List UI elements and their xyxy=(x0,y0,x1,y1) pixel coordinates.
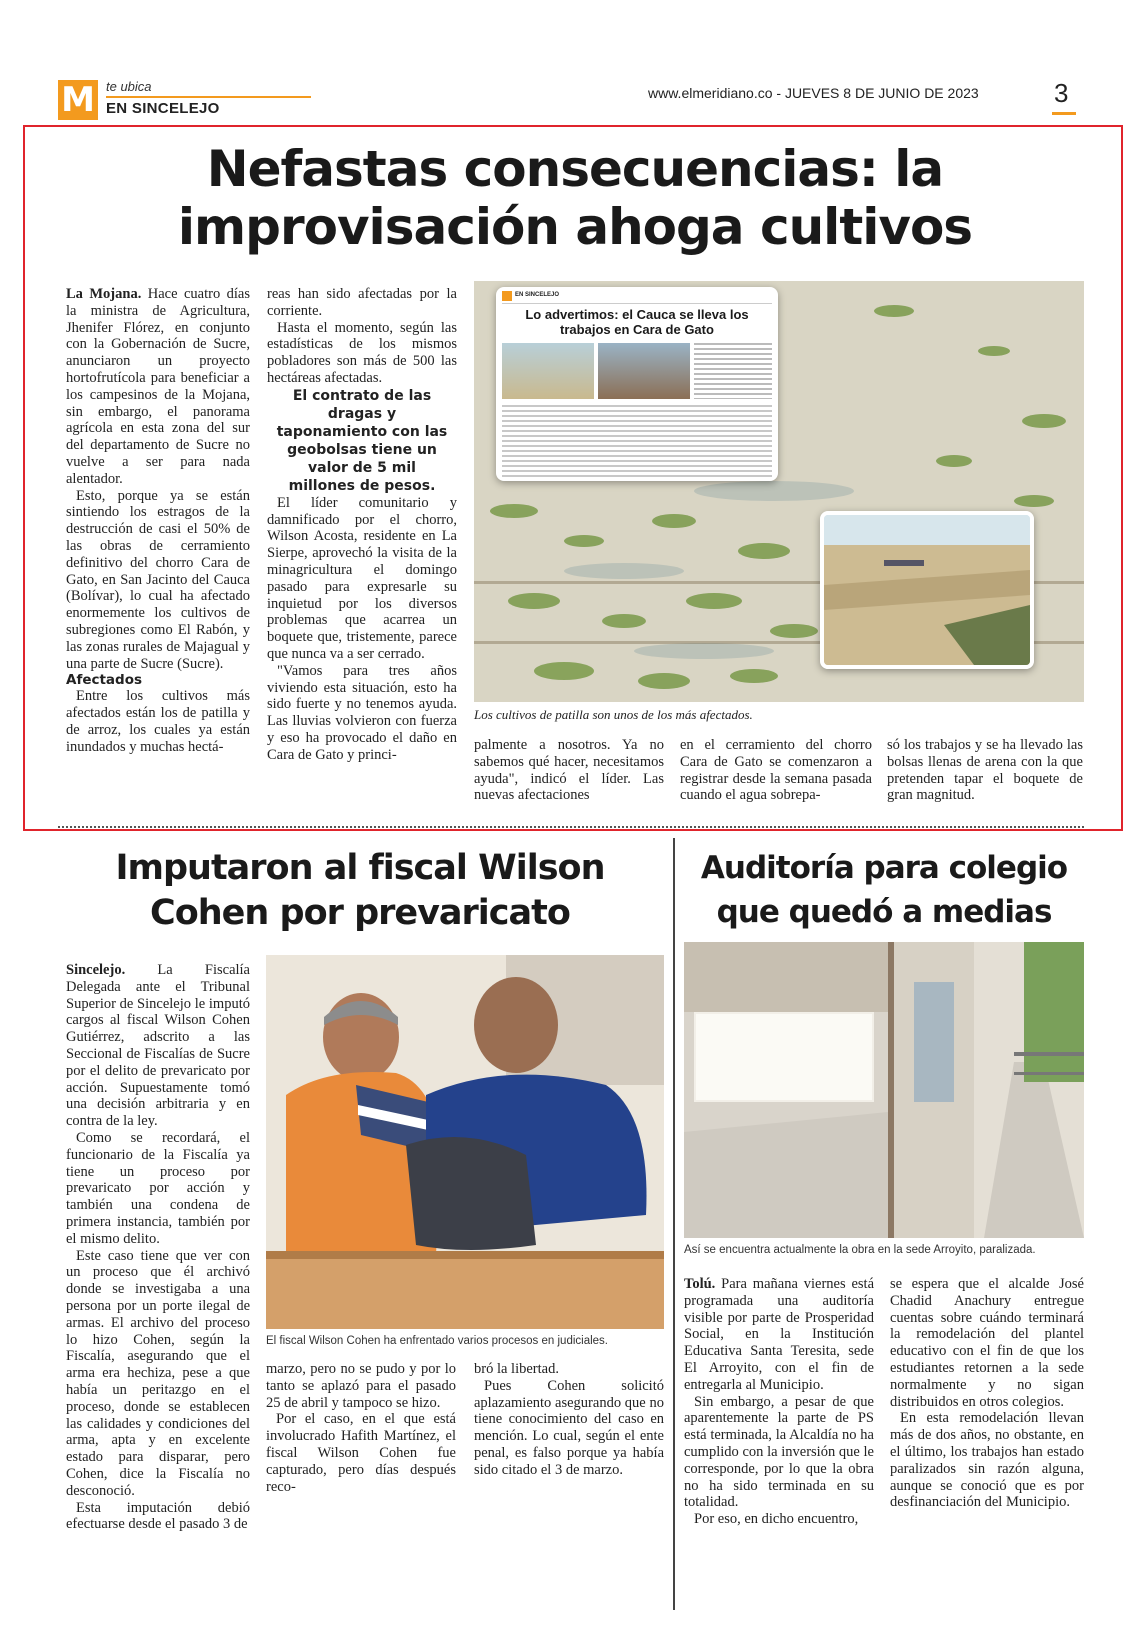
article1-paragraph: palmente a nosotros. Ya no sabemos qué hacer, necesitamos ayuda", indicó el líder. Las nuevas afectaciones xyxy=(474,737,664,804)
article3-column-2 xyxy=(890,1276,1084,1511)
article1-headline-line1: Nefastas consecuencias: la xyxy=(206,140,944,198)
article1-paragraph: "Vamos para tres años viviendo esta situación, esto ha sido fuerte y no tenemos ayuda. Las lluvias volvieron con fuerza y eso ha provocado el daño en Cara de Gato y princi- xyxy=(267,662,457,763)
article3-paragraph: En esta remodelación llevan más de dos años, no obstante, en el último, los trabajos han estado paralizados sin razón alguna, aunque se conoció que es por desfinanciación del Municipio. xyxy=(890,1410,1084,1511)
article1-paragraph: en el cerramiento del chorro Cara de Gato se comenzaron a registrar desde la semana pasada cuando el agua sobrepa- xyxy=(680,737,872,804)
inset-logo xyxy=(502,291,512,301)
inset-divider xyxy=(502,303,772,304)
article3-paragraph: Por eso, en dicho encuentro, xyxy=(694,1511,859,1528)
article1-headline-line2: improvisación ahoga cultivos xyxy=(177,198,973,256)
inset-photo-river xyxy=(502,343,594,399)
article1-column-5 xyxy=(887,737,1083,804)
article1-pullquote: El contrato de las dragas y taponamiento con las geobolsas tiene un valor de 5 mil millones de pesos. xyxy=(276,387,448,494)
school-illustration xyxy=(684,942,1084,1238)
article2-headline-line1: Imputaron al fiscal Wilson xyxy=(115,848,605,888)
article2-paragraph: Este caso tiene que ver con un proceso que él archivó donde se investigaba a una persona por un porte ilegal de armas. El archivo del proceso lo hizo Cohen, según la Fiscalía, asegurando que el arma era hechiza, pese a que había un peritazgo en el proceso, donde se establecen las calidades y condiciones del arma, apta y en excelente estado para disparar, pero Cohen, dice la Fiscalía no desconoció. xyxy=(66,1247,250,1499)
river-illustration xyxy=(824,515,1030,665)
article2-paragraph: Por el caso, en el que está involucrado Hafith Martínez, el fiscal Wilson Cohen fue capturado, pero días después reco- xyxy=(266,1411,456,1495)
article1-paragraph: Hace cuatro días la ministra de Agricultura, Jhenifer Flórez, en conjunto con la Gobernación de Sucre, anunciaron un proyecto hortofrutícola para beneficiar a los campesinos de la Mojana, sin embargo, el panorama agrícola en esta zona del sur del departamento de Sucre no vuelve a ser para nada alentador. xyxy=(66,286,250,487)
article2-photo-caption: El fiscal Wilson Cohen ha enfrentado varios procesos en judiciales. xyxy=(266,1335,608,1347)
article1-paragraph: Esto, porque ya se están sintiendo los estragos de la destrucción de casi el 50% de las obras de cerramiento definitivo del chorro Cara de Gato, en San Jacinto del Cauca (Bolívar), lo cual ha afectado enormemente los cultivos de subregiones como El Rabón, y las zonas rurales de Majagual y una parte de Sucre (Sucre). xyxy=(66,487,250,672)
inset-text-block xyxy=(694,343,772,399)
article1-dateline-place: La Mojana. xyxy=(66,286,142,302)
article1-headline xyxy=(40,140,1110,256)
article2-paragraph: La Fiscalía Delegada ante el Tribunal Superior de Sincelejo le imputó cargos al fiscal Wilson Cohen Gutiérrez, adscrito a las Seccional de Fiscalías de Sucre por el delito de prevaricato por acción. Supuestamente tomó una decisión arbitraria y en contra de la ley. xyxy=(66,962,250,1130)
river-inset-photo xyxy=(820,511,1034,669)
article1-paragraph: Entre los cultivos más afectados están los de patilla y de arroz, los cuales ya están inundados y muchas hectá- xyxy=(66,688,250,755)
article2-column-3 xyxy=(474,1361,664,1479)
article1-column-3 xyxy=(474,737,664,804)
article1-paragraph: Hasta el momento, según las estadísticas de los mismos pobladores son más de 500 las hectáreas afectadas. xyxy=(267,319,457,386)
inset-title: Lo advertimos: el Cauca se lleva los trabajos en Cara de Gato xyxy=(525,307,749,337)
school-construction-photo xyxy=(684,942,1084,1238)
tagline-divider xyxy=(106,96,311,98)
article3-dateline-place: Tolú. xyxy=(684,1276,716,1292)
logo-tagline: te ubica xyxy=(106,79,152,94)
article2-column-2 xyxy=(266,1361,456,1495)
inset-photo-works xyxy=(598,343,690,399)
article1-paragraph: só los trabajos y se ha llevado las bolsas llenas de arena con la que pretenden tapar el boquete de gran magnitud. xyxy=(887,737,1083,804)
article1-column-4 xyxy=(680,737,872,804)
article1-photo-caption: Los cultivos de patilla son unos de los más afectados. xyxy=(474,707,753,722)
article2-headline-line2: Cohen por prevaricato xyxy=(150,893,570,933)
article3-headline-line2: que quedó a medias xyxy=(716,894,1052,930)
article3-headline-line1: Auditoría para colegio xyxy=(700,850,1068,886)
article3-column-1 xyxy=(684,1276,874,1528)
article1-paragraph: reas han sido afectadas por la corriente. xyxy=(267,286,457,319)
article2-dateline-place: Sincelejo. xyxy=(66,962,126,978)
inset-clipping xyxy=(496,287,778,481)
article1-paragraph: El líder comunitario y damnificado por el chorro, Wilson Acosta, residente en La Sierpe, aprovechó la visita de la minagricultura el domingo pasado para expresarle su inquietud por los diversos problemas que acarrea un boquete que, tristemente, parece que nunca va a ser cerrado. xyxy=(267,494,457,662)
flooded-crops-photo xyxy=(474,281,1084,702)
article2-headline xyxy=(60,846,660,936)
page-number-underline xyxy=(1052,112,1076,115)
courtroom-photo xyxy=(266,955,664,1329)
article3-paragraph: se espera que el alcalde José Chadid Anachury entregue cuentas sobre cuándo terminará la remodelación del plantel educativo con el fin de que los estudiantes retornen a la sede normalmente y no sigan distribuidos en otros colegios. xyxy=(890,1276,1084,1410)
article3-paragraph: Para mañana viernes está programada una auditoría visible por parte de Prosperidad Social, en la Institución Educativa Santa Teresita, sede El Arroyito, con el fin de entregarla al Municipio. xyxy=(684,1276,875,1393)
column-divider xyxy=(673,838,675,1610)
article3-headline xyxy=(682,846,1086,934)
article1-subhead: Afectados xyxy=(66,672,143,689)
newspaper-logo: M xyxy=(58,80,98,120)
article2-paragraph: Pues Cohen solicitó aplazamiento asegurando que no tiene conocimiento del caso en mención. Lo cual, según el ente penal, es falso porque ya había sido citado el 3 de marzo. xyxy=(474,1377,664,1478)
inset-section: EN SINCELEJO xyxy=(515,292,560,298)
article2-paragraph: Como se recordará, el funcionario de la Fiscalía ya tiene un proceso por prevaricato por acción y también una condena de primera instancia, también por el mismo delito. xyxy=(66,1129,250,1247)
article2-paragraph: Esta imputación debió efectuarse desde el pasado 3 de xyxy=(66,1499,250,1533)
section-separator xyxy=(58,826,1084,828)
dateline: www.elmeridiano.co - JUEVES 8 DE JUNIO DE 2023 xyxy=(648,85,979,101)
courtroom-illustration xyxy=(266,955,664,1329)
section-label: EN SINCELEJO xyxy=(106,100,220,117)
page-number: 3 xyxy=(1054,78,1069,108)
article2-paragraph: marzo, pero no se pudo y por lo tanto se aplazó para el pasado 25 de abril y tampoco se hizo. xyxy=(266,1361,456,1411)
article2-column-1 xyxy=(66,962,250,1533)
article3-photo-caption: Así se encuentra actualmente la obra en la sede Arroyito, paralizada. xyxy=(684,1244,1036,1256)
article2-paragraph: bró la libertad. xyxy=(474,1361,559,1377)
article3-paragraph: Sin embargo, a pesar de que aparentemente la parte de PS está terminada, la Alcaldía no ha cumplido con la inversión que le corresponde, por lo que la obra no ha sido terminada en su totalidad. xyxy=(684,1393,874,1511)
article1-column-2 xyxy=(267,286,457,764)
article1-column-1 xyxy=(66,286,250,756)
inset-body-text xyxy=(502,405,772,477)
